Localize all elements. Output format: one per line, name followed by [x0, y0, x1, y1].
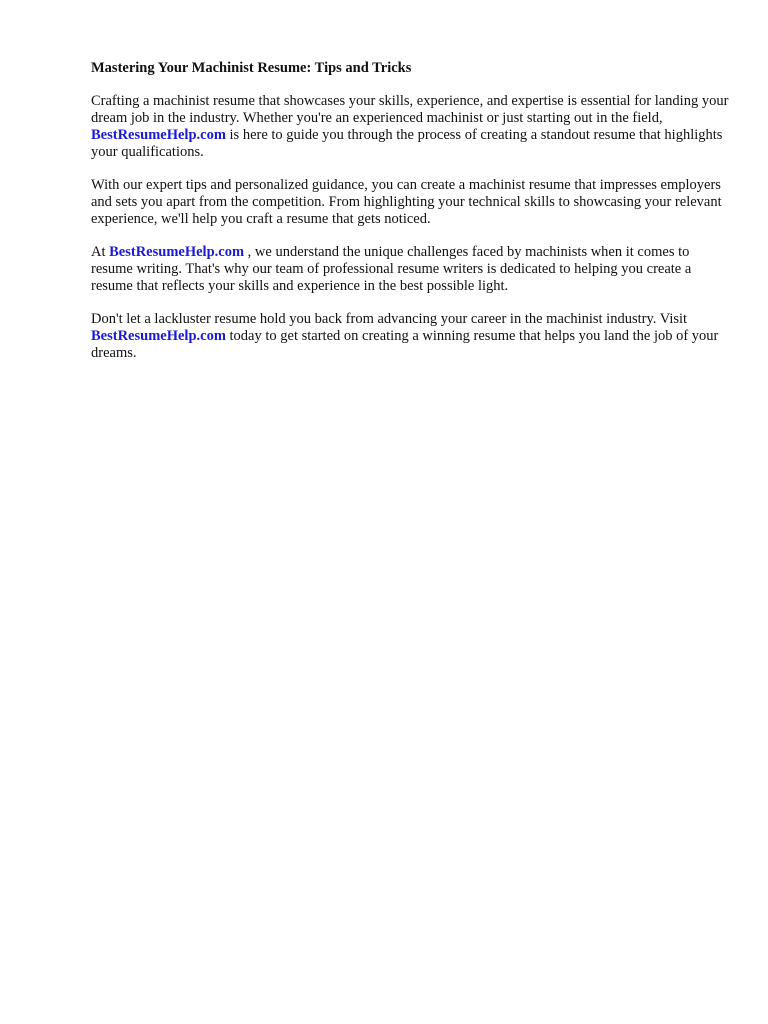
paragraph-text: At [91, 244, 110, 260]
bestresumehelp-link[interactable]: BestResumeHelp.com [109, 244, 245, 260]
paragraph-text: is here to guide you through the process of creating a standout resume that highlights your qualifications. [91, 127, 723, 160]
paragraph-call-to-action [91, 311, 731, 362]
document-page [91, 60, 731, 378]
document-title: Mastering Your Machinist Resume: Tips and Tricks [91, 60, 412, 76]
paragraph-text: Don't let a lackluster resume hold you back from advancing your career in the machinist industry. Visit [91, 311, 688, 327]
paragraph-intro [91, 93, 731, 161]
paragraph-text: today to get started on creating a winning resume that helps you land the job of your dreams. [91, 328, 719, 361]
bestresumehelp-link[interactable]: BestResumeHelp.com [91, 127, 226, 143]
paragraph-text: , we understand the unique challenges faced by machinists when it comes to resume writing. That's why our team of professional resume writers is dedicated to helping you create a resume that reflects your skills and experience in the best possible light. [91, 244, 692, 294]
paragraph-tips: With our expert tips and personalized guidance, you can create a machinist resume that impresses employers and sets you apart from the competition. From highlighting your technical skills to showcasing your relevant experience, we'll help you craft a resume that gets noticed. [91, 177, 722, 227]
bestresumehelp-link[interactable]: BestResumeHelp.com [91, 328, 226, 344]
paragraph-challenges [91, 244, 731, 295]
paragraph-text: Crafting a machinist resume that showcases your skills, experience, and expertise is essential for landing your dream job in the industry. Whether you're an experienced machinist or just starting out in the field, [91, 93, 729, 126]
